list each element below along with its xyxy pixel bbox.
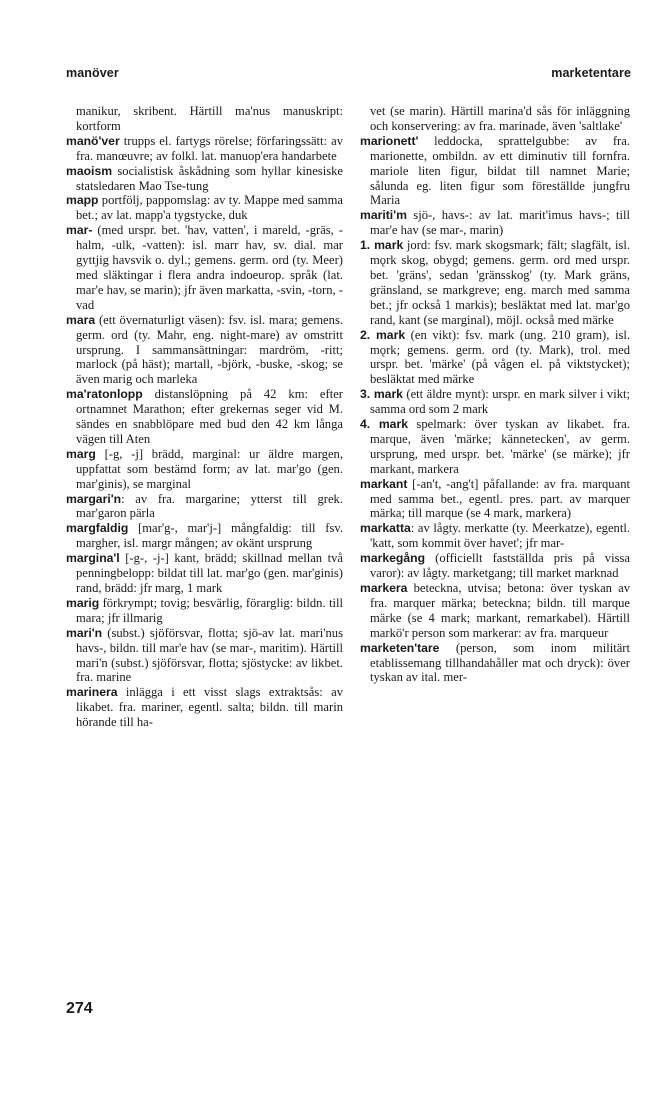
entry-text: portfölj, pappomslag: av ty. Mappe med samma bet.; av lat. mapp'a tygstycke, duk: [76, 193, 343, 223]
entry-text: [mar'g-, mar'j-] mångfaldig: till fsv. margher, isl. margr mången; av okänt ursprung: [76, 521, 343, 551]
dictionary-entry: [66, 164, 343, 194]
entry-text: (med urspr. bet. 'hav, vatten', i mareld, -gräs, -halm, -ulk, -vatten): isl. marr hav, sv. dial. mar gyttjig havsvik o. dyl.; gemens. germ. ord (ty. Meer) med släktingar i flera andra indoeurop. språk (lat. mar'e hav, se marin); jfr även markatta, -svin, -torn, -vad: [76, 223, 343, 312]
entry-text: : av fra. margarine; ytterst till grek. mar'garon pärla: [76, 491, 343, 521]
dictionary-entry: [66, 596, 343, 626]
entry-headword: marig: [66, 595, 100, 610]
entry-text: (ett övernaturligt väsen): fsv. isl. mara; gemens. germ. ord (ty. Mahr, eng. night-mare) av omstritt ursprung. I sammansättningar: mardröm, -ritt; marlock (på häst); martall, -björk, -buske, -skog; se även marig och marleka: [76, 312, 343, 387]
entry-headword: ma'ratonlopp: [66, 387, 143, 402]
dictionary-entry: [66, 447, 343, 492]
dictionary-entry: [360, 477, 630, 522]
dictionary-entry: [66, 223, 343, 312]
dictionary-entry: [66, 387, 343, 447]
entry-text: socialistisk åskådning som hyllar kinesiske statsledaren Mao Tse-tung: [76, 163, 343, 193]
entry-text: (ett äldre mynt): urspr. en mark silver i vikt; samma ord som 2 mark: [370, 387, 630, 417]
entry-headword: markera: [360, 581, 408, 595]
entry-text: (person, som inom militärt etablissemang tillhandahåller mat och dryck): över tyskan av ital. mer-: [370, 640, 630, 685]
entry-headword: mapp: [66, 193, 99, 208]
entry-text: : av lågty. merkatte (ty. Meerkatze), egentl. 'katt, som kommit över havet'; jfr mar-: [370, 521, 630, 551]
dictionary-entry: [66, 492, 343, 522]
dictionary-entry: [360, 208, 630, 238]
entry-headword: markant: [360, 476, 408, 491]
entry-headword: markegång: [360, 551, 426, 566]
entry-text: inlägga i ett visst slags extraktsås: av likabet. fra. mariner, egentl. salta; bildn. till marin hörande till ha-: [76, 685, 343, 730]
left-column: [66, 104, 343, 730]
dictionary-entry: [360, 238, 630, 327]
entry-text: sjö-, havs-: av lat. marit'imus havs-; till mar'e hav (se mar-, marin): [370, 208, 630, 238]
entry-headword: 2. mark: [360, 327, 406, 342]
page-number: 274: [66, 1000, 93, 1017]
dictionary-entry: [66, 134, 343, 164]
entry-headword: mara: [66, 312, 96, 327]
entry-headword: 1. mark: [360, 238, 404, 253]
dictionary-entry: [66, 104, 343, 134]
dictionary-entry: [66, 551, 343, 596]
entry-text: vet (se marin). Härtill marina'd sås för inläggning och konservering: av fra. marinade, även 'saltlake': [370, 104, 630, 133]
entry-text: (officiellt fastställda pris på vissa varor): av lågty. marketgang; till market marknad: [370, 551, 630, 581]
running-head-left: manöver: [66, 66, 119, 80]
entry-headword: marketen'tare: [360, 640, 440, 655]
right-column: [360, 104, 630, 685]
dictionary-entry: [360, 387, 630, 417]
entry-headword: 4. mark: [360, 417, 408, 432]
entry-text: jord: fsv. mark skogsmark; fält; slagfält, isl. mǫrk skog, obygd; gemens. germ. ord med urspr. bet. 'gräns', sedan 'gränsskog' (ty. Mark gräns, gränsland, se markgreve; eng. march med samma bet.; jfr också 1 markis); besläktat med lat. mar'go rand, kant (se marginal), möjl. också med märke: [370, 238, 631, 327]
entry-headword: mar-: [66, 223, 93, 238]
dictionary-entry: [66, 521, 343, 551]
dictionary-entry: [66, 685, 343, 730]
dictionary-entry: [360, 417, 630, 477]
entry-text: beteckna, utvisa; betona: över tyskan av fra. marquer märka; beteckna; bildn. till marque märke (se 4 mark; markant, remarkabel). Härtill markö'r person som markerar: av fra. marqueur: [370, 581, 630, 640]
entry-headword: maoism: [66, 163, 113, 178]
entry-headword: mariti'm: [360, 208, 407, 223]
entry-headword: 3. mark: [360, 387, 403, 402]
entry-headword: manö'ver: [66, 133, 120, 148]
entry-text: manikur, skribent. Härtill ma'nus manuskript: kortform: [76, 104, 343, 133]
entry-headword: markatta: [360, 521, 411, 536]
dictionary-entry: [66, 313, 343, 388]
entry-headword: marionett': [360, 133, 419, 148]
entry-text: distanslöpning på 42 km: efter ortnamnet Marathon; efter grekernas seger vid M. sändes en snabblöpare med bud den 42 km långa vägen till Aten: [76, 387, 343, 446]
dictionary-entry: [360, 104, 630, 134]
entry-text: (subst.) sjöförsvar, flotta; sjö-av lat. mari'nus havs-, bildn. till mar'e hav (se mar-, maritim). Härtill mari'n (subst.) sjöförsvar, flotta; sjöstycke: av likbet. fra. marine: [76, 625, 343, 685]
dictionary-entry: [360, 328, 630, 388]
entry-headword: margina'l: [66, 551, 120, 566]
entry-headword: marg: [66, 446, 96, 461]
entry-text: [-g, -j] brädd, marginal: ur äldre margen, uppfattat som bestämd form; av lat. mar'go (gen. mar'ginis), se marginal: [76, 446, 343, 491]
entry-text: trupps el. fartygs rörelse; förfaringssätt: av fra. manœuvre; av folkl. lat. manuop'era handarbete: [76, 133, 343, 163]
entry-headword: margfaldig: [66, 521, 129, 536]
entry-text: spelmark: över tyskan av likabet. fra. marque, även 'märke; kännetecken', av germ. ursprung, med urspr. bet. 'märke' (se märke); jfr markant, markera: [370, 417, 630, 476]
entry-headword: margari'n: [66, 491, 122, 506]
dictionary-entry: [360, 641, 630, 686]
dictionary-entry: [360, 581, 630, 641]
dictionary-entry: [360, 551, 630, 581]
dictionary-entry: [66, 626, 343, 686]
entry-text: leddocka, sprattelgubbe: av fra. marionette, ombildn. av ett diminutiv till fornfra. mariole liten figur, bildat till namnet Marie; sålunda eg. liten figur som föreställde jungfru Maria: [370, 133, 630, 208]
entry-text: [-an't, -ang't] påfallande: av fra. marquant med samma bet., egentl. pres. part. av marquer märka; till marque (se 4 mark, markera): [370, 476, 630, 521]
dictionary-entry: [360, 521, 630, 551]
entry-text: (en vikt): fsv. mark (ung. 210 gram), isl. mǫrk; gemens. germ. ord (ty. Mark), trol. med urspr. bet. 'märke' (på vågen el. på viktstycket); besläktat med märke: [370, 327, 630, 387]
entry-headword: mari'n: [66, 625, 103, 640]
entry-text: [-g-, -j-] kant, brädd; skillnad mellan två penningbelopp: bildat till lat. mar'go (gen. mar'ginis) rand, brädd: jfr marg, 1 mark: [76, 551, 343, 595]
entry-text: förkrympt; tovig; besvärlig, förarglig: bildn. till mara; jfr illmarig: [76, 595, 343, 625]
entry-headword: marinera: [66, 685, 118, 700]
running-head-right: marketentare: [551, 66, 631, 80]
dictionary-entry: [66, 193, 343, 223]
dictionary-entry: [360, 134, 630, 209]
